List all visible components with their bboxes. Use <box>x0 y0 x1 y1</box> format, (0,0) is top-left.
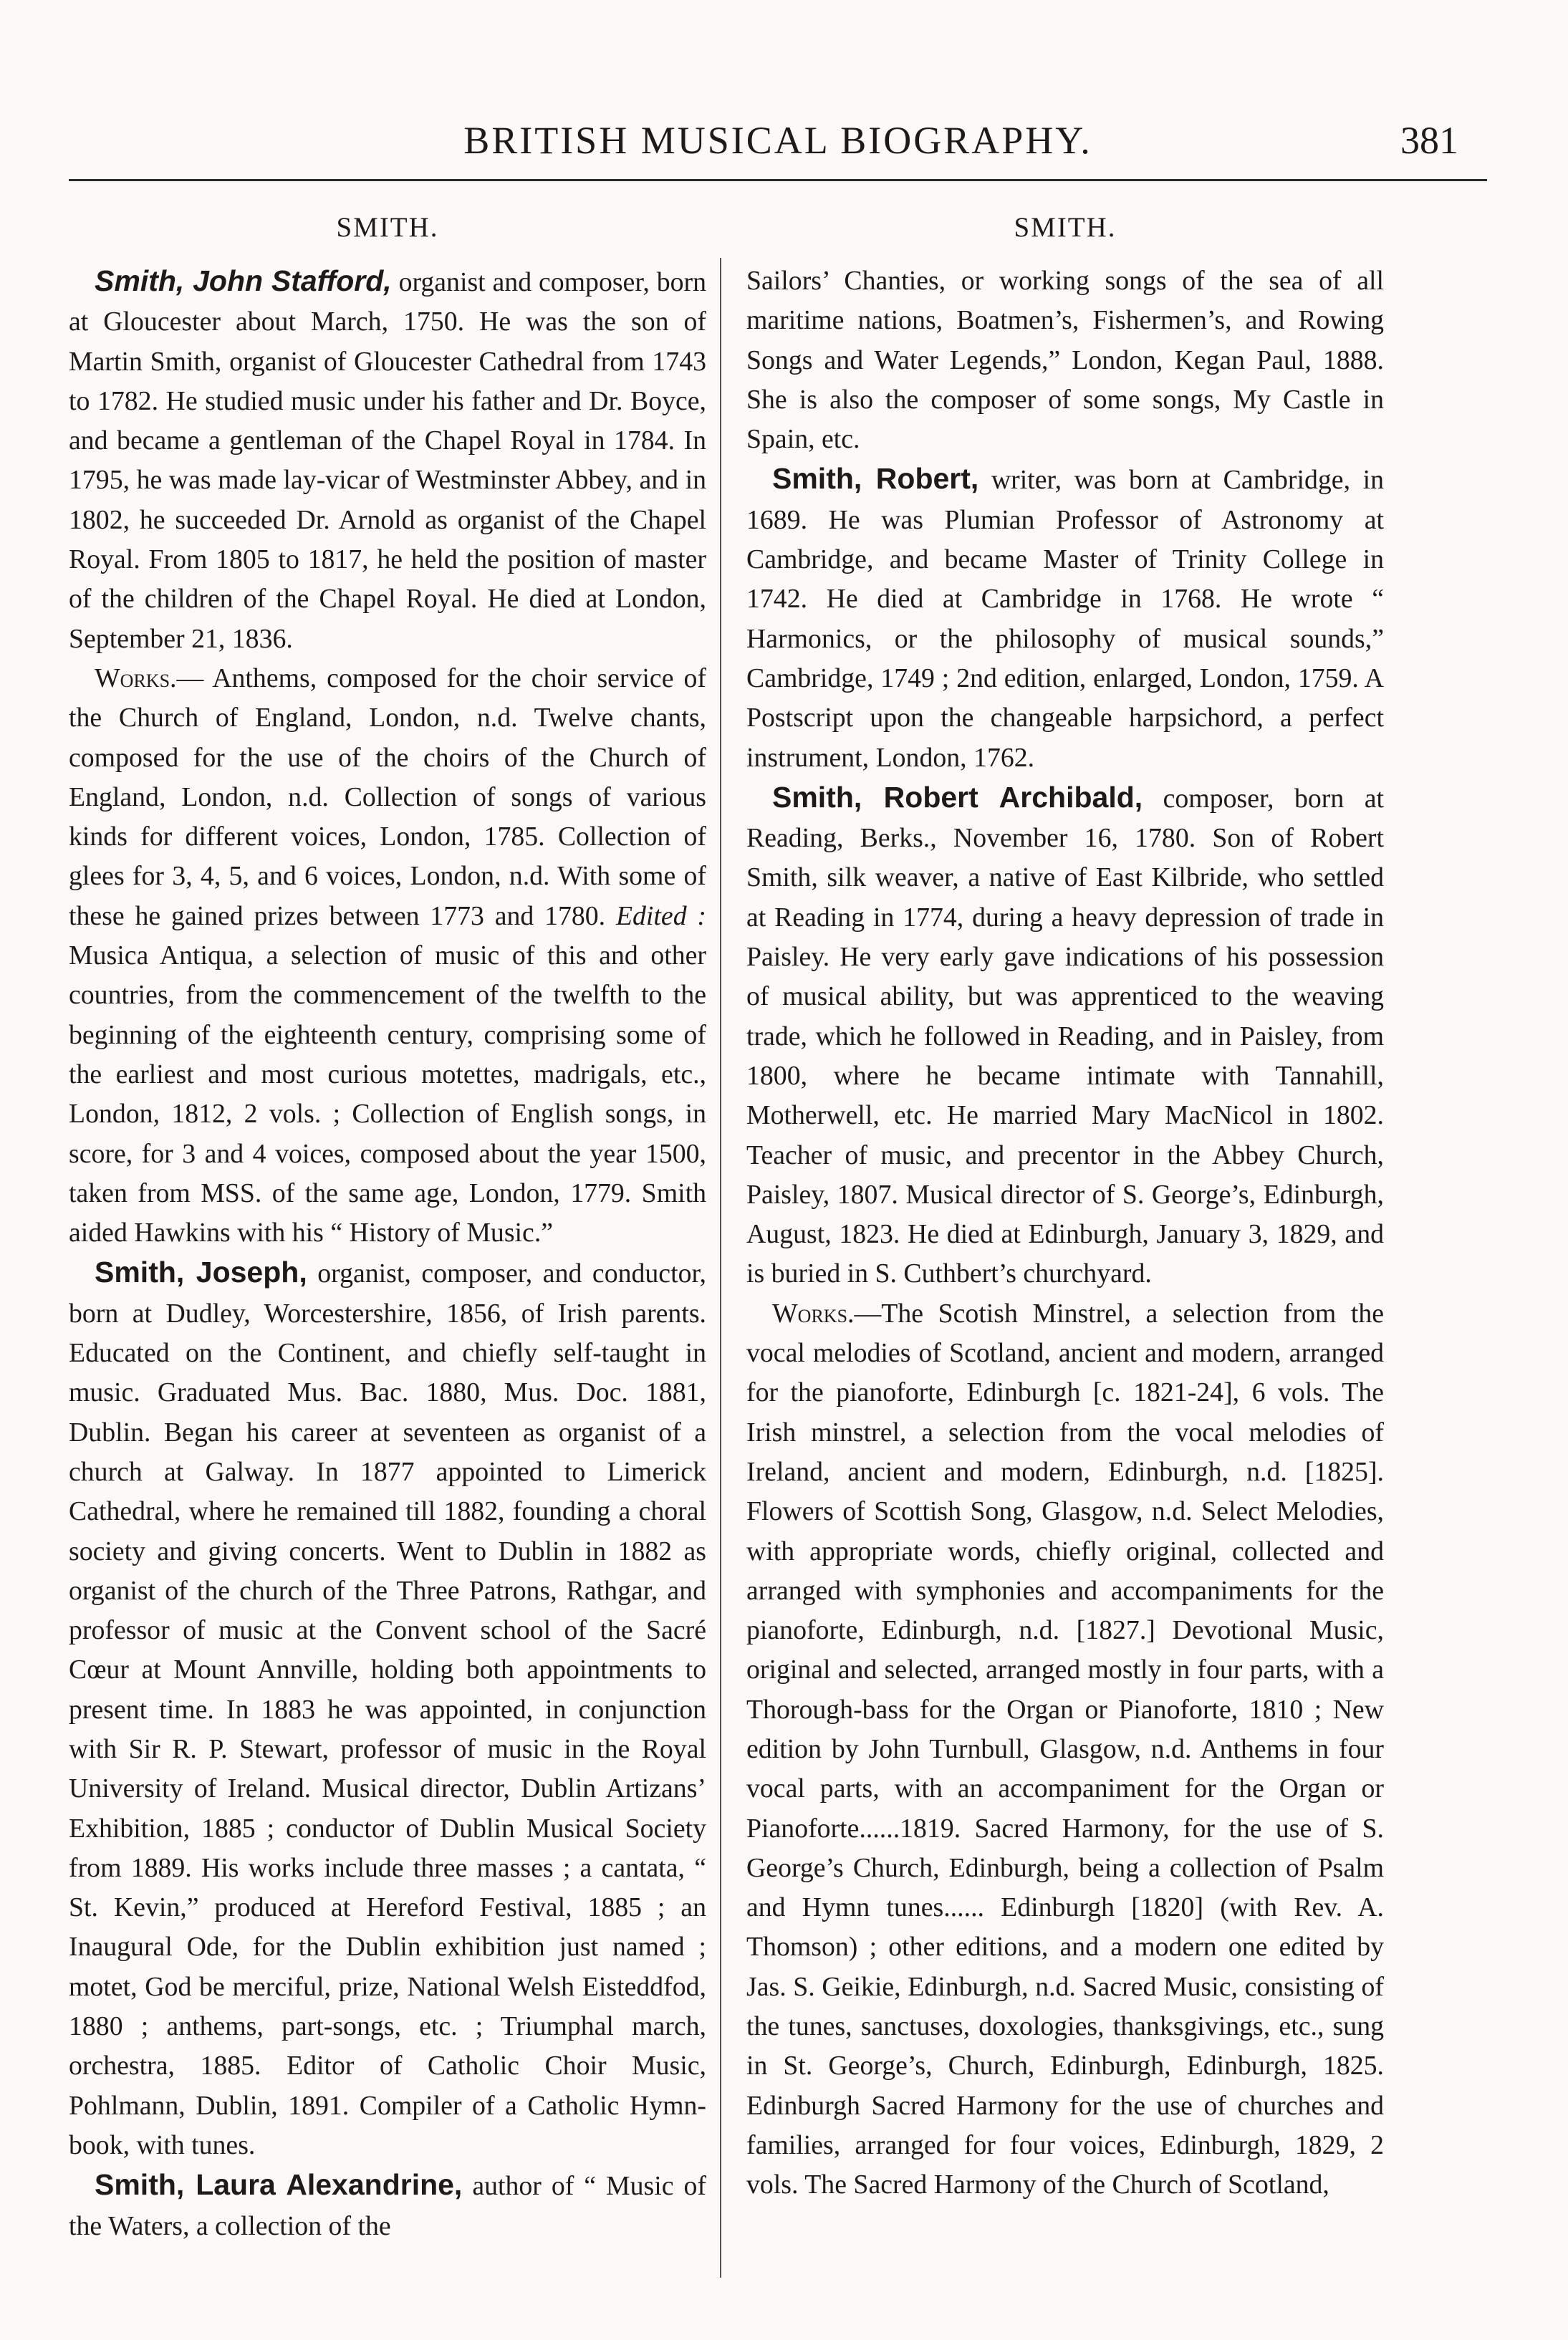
column-divider <box>720 258 721 2278</box>
entry-body: organist and composer, born at Gloucester about March, 1750. He was the son of Martin Smith, organist of Gloucester Cathedral from 1743 to 1782. He studied music under his father and Dr. Boyce, and became a gentleman of the Chapel Royal in 1784. In 1795, he was made lay-vicar of Westminster Abbey, and in 1802, he succeeded Dr. Arnold as organist of the Chapel Royal. From 1805 to 1817, he held the position of master of the children of the Chapel Royal. He died at London, September 21, 1836. <box>69 267 707 654</box>
entry-works <box>69 659 706 1253</box>
running-title: BRITISH MUSICAL BIOGRAPHY. <box>463 119 1092 162</box>
entry-body: author of “ Music of the Waters, a collection of the <box>69 2171 706 2241</box>
page-number: 381 <box>1400 119 1458 162</box>
right-column-head: SMITH. <box>1014 212 1117 243</box>
entry-robert-smith <box>746 459 1384 777</box>
works-text: —The Scotish Minstrel, a selection from the vocal melodies of Scotland, ancient and modern, arranged for the pianoforte, Edinburgh [c. 1821-24], 6 vols. The Irish minstrel, a selection from the vocal melodies of Ireland, ancient and modern, Edinburgh, n.d. [1825]. Flowers of Scottish Song, Glasgow, n.d. Select Melodies, with appropriate words, chiefly original, collected and arranged with symphonies and accompaniments for the pianoforte, Edinburgh, n.d. [1827.] Devotional Music, original and selected, arranged mostly in four parts, with a Thorough-bass for the Organ or Pianoforte, 1810 ; New edition by John Turnbull, Glasgow, n.d. Anthems in four vocal parts, with an accompaniment for the Organ or Pianoforte......1819. Sacred Harmony, for the use of S. George’s Church, Edinburgh, being a collection of Psalm and Hymn tunes...... Edinburgh [1820] (with Rev. A. Thomson) ; other editions, and a modern one edited by Jas. S. Geikie, Edinburgh, n.d. Sacred Music, consisting of the tunes, sanctuses, doxologies, thanksgivings, etc., sung in St. George’s, Church, Edinburgh, Edinburgh, 1825. Edinburgh Sacred Harmony for the use of churches and families, arranged for four voices, Edinburgh, 1829, 2 vols. The Sacred Harmony of the Church of Scotland, <box>746 1298 1384 2200</box>
entry-name: Smith, Joseph, <box>95 1256 307 1289</box>
entry-joseph-smith <box>69 1253 706 2165</box>
entry-name: Smith, Robert, <box>772 462 979 496</box>
entry-robert-archibald-smith <box>746 778 1384 1294</box>
left-column <box>69 208 706 2246</box>
works-label: Works. <box>772 1298 855 1329</box>
entry-body: writer, was born at Cambridge, in 1689. He was Plumian Professor of Astronomy at Cambridge, and became Master of Trinity College in 1742. He died at Cambridge in 1768. He wrote “ Harmonics, or the philosophy of musical sounds,” Cambridge, 1749 ; 2nd edition, enlarged, London, 1759. A Postscript upon the changeable harpsichord, a perfect instrument, London, 1762. <box>746 465 1384 773</box>
page-header <box>69 118 1487 170</box>
edited-label: Edited : <box>615 900 706 931</box>
entry-john-stafford-smith <box>69 261 706 659</box>
entry-name: Smith, John Stafford, <box>95 264 392 297</box>
works-text: — Anthems, composed for the choir service of the Church of England, London, n.d. Twelve chants, composed for the use of the choirs of the Church of England, London, n.d. Collection of songs of various kinds for different voices, London, 1785. Collection of glees for 3, 4, 5, and 6 voices, London, n.d. With some of these he gained prizes between 1773 and 1780. <box>69 663 706 931</box>
entry-body: composer, born at Reading, Berks., November 16, 1780. Son of Robert Smith, silk weaver, a native of East Kilbride, who settled at Reading in 1774, during a heavy depression of trade in Paisley. He very early gave indications of his possession of musical ability, but was apprenticed to the weaving trade, which he followed in Reading, and in Paisley, from 1800, where he became intimate with Tannahill, Motherwell, etc. He married Mary MacNicol in 1802. Teacher of music, and precentor in the Abbey Church, Paisley, 1807. Musical director of S. George’s, Edinburgh, August, 1823. He died at Edinburgh, January 3, 1829, and is buried in S. Cuthbert’s churchyard. <box>746 783 1384 1289</box>
entry-body: organist, composer, and conductor, born at Dudley, Worcestershire, 1856, of Irish parents. Educated on the Continent, and chiefly self-taught in music. Graduated Mus. Bac. 1880, Mus. Doc. 1881, Dublin. Began his career at seventeen as organist of a church at Galway. In 1877 appointed to Limerick Cathedral, where he remained till 1882, founding a choral society and giving concerts. Went to Dublin in 1882 as organist of the church of the Three Patrons, Rathgar, and professor of music at the Convent school of the Sacré Cœur at Mount Annville, holding both appointments to present time. In 1883 he was appointed, in conjunction with Sir R. P. Stewart, professor of music in the Royal University of Ireland. Musical director, Dublin Artizans’ Exhibition, 1885 ; conductor of Dublin Musical Society from 1889. His works include three masses ; a cantata, “ St. Kevin,” produced at Hereford Festival, 1885 ; an Inaugural Ode, for the Dublin exhibition just named ; motet, God be merciful, prize, National Welsh Eisteddfod, 1880 ; anthems, part-songs, etc. ; Triumphal march, orchestra, 1885. Editor of Catholic Choir Music, Pohlmann, Dublin, 1891. Compiler of a Catholic Hymn-book, with tunes. <box>69 1258 707 2160</box>
header-rule <box>69 179 1487 181</box>
entry-name: Smith, Laura Alexandrine, <box>95 2168 463 2202</box>
works-label: Works. <box>95 663 177 693</box>
entry-laura-alexandrine-smith <box>69 2165 706 2246</box>
entry-works <box>746 1294 1384 2205</box>
right-column <box>746 208 1384 2205</box>
left-column-head: SMITH. <box>336 212 439 243</box>
edited-text: Musica Antiqua, a selection of music of this and other countries, from the commencement of the twelfth to the beginning of the eighteenth century, comprising some of the earliest and most curious motettes, madrigals, etc., London, 1812, 2 vols. ; Collection of English songs, in score, for 3 and 4 voices, composed about the year 1500, taken from MSS. of the same age, London, 1779. Smith aided Hawkins with his “ History of Music.” <box>69 940 706 1248</box>
entry-name: Smith, Robert Archibald, <box>772 780 1143 814</box>
continued-entry-text: Sailors’ Chanties, or working songs of the sea of all maritime nations, Boatmen’s, Fishermen’s, and Rowing Songs and Water Legends,” London, Kegan Paul, 1888. She is also the composer of some songs, My Castle in Spain, etc. <box>746 266 1384 455</box>
